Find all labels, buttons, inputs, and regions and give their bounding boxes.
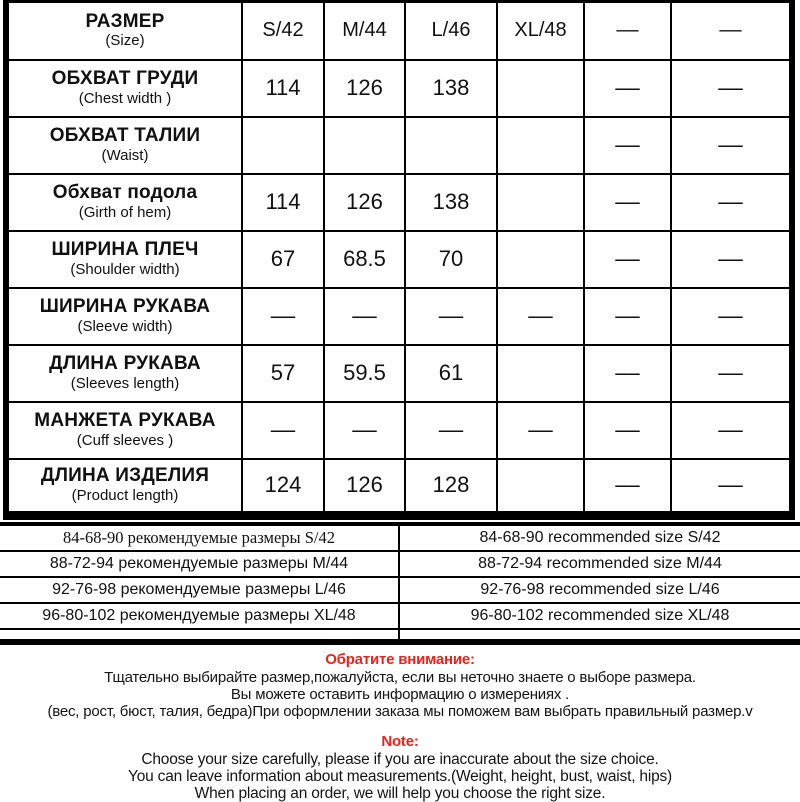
row-header-cell [6,288,242,345]
size-value-cell: –– [671,402,792,459]
row-header-cell [6,60,242,117]
recommended-size-row [0,524,800,551]
row-label-en: (Product length) [71,486,179,504]
recommended-size-en: 92-76-98 recommended size L/46 [399,577,800,603]
size-value-cell [497,459,584,516]
size-value-cell: XL/48 [497,2,584,60]
size-value-cell [497,231,584,288]
row-header-cell [6,459,242,516]
size-value-cell [497,345,584,402]
size-value-cell: –– [324,288,405,345]
size-value-cell: 138 [405,174,497,231]
note-heading-ru: Обратите внимание: [325,651,475,668]
size-value-cell: 114 [242,60,324,117]
row-header-cell [6,174,242,231]
note-line-en: Choose your size carefully, please if you are inaccurate about the size choice. [141,751,659,768]
row-header-cell [6,402,242,459]
size-value-cell: –– [242,402,324,459]
size-value-cell: L/46 [405,2,497,60]
size-value-cell: –– [584,231,671,288]
note-line-ru: (вес, рост, бюст, талия, бедра)При оформлении заказа мы поможем вам выбрать правильный размер.v [47,703,753,720]
size-value-cell: –– [584,2,671,60]
size-chart-table [3,0,795,520]
recommended-size-row [0,577,800,603]
size-value-cell: 126 [324,459,405,516]
size-value-cell: 61 [405,345,497,402]
size-value-cell [242,117,324,174]
size-row-header [6,2,792,60]
row-label-ru: РАЗМЕР [85,10,165,32]
size-value-cell: M/44 [324,2,405,60]
recommended-size-empty-row [0,629,800,642]
recommended-size-ru: 96-80-102 рекомендуемые размеры XL/48 [0,603,399,629]
size-value-cell: S/42 [242,2,324,60]
size-row-product-length [6,459,792,516]
row-label-ru: ОБХВАТ ГРУДИ [51,67,199,89]
size-row-sleeve-length [6,345,792,402]
recommended-sizes-table [0,522,800,645]
size-value-cell: –– [324,402,405,459]
note-line-en: You can leave information about measurements.(Weight, height, bust, waist, hips) [127,768,673,785]
size-value-cell: 128 [405,459,497,516]
size-value-cell: 57 [242,345,324,402]
note-line-ru: Тщательно выбирайте размер,пожалуйста, если вы неточно знаете о выборе размера. [104,669,696,686]
row-label-ru: ДЛИНА РУКАВА [49,352,201,374]
spacer [0,720,800,732]
row-label-ru: Обхват подола [52,181,198,203]
size-value-cell [324,117,405,174]
recommended-size-ru: 84-68-90 рекомендуемые размеры S/42 [0,524,399,551]
size-value-cell: 68.5 [324,231,405,288]
size-value-cell: –– [584,60,671,117]
row-label-en: (Size) [105,32,145,50]
row-header-cell [6,345,242,402]
row-label-en: (Girth of hem) [78,203,172,221]
recommended-size-ru: 88-72-94 рекомендуемые размеры M/44 [0,551,399,577]
size-value-cell: 124 [242,459,324,516]
size-row-hem [6,174,792,231]
row-label-ru: МАНЖЕТА РУКАВА [34,409,216,431]
size-row-shoulder [6,231,792,288]
size-value-cell [405,117,497,174]
recommended-size-row [0,603,800,629]
row-label-en: (Chest width ) [78,89,172,107]
size-value-cell: –– [671,174,792,231]
size-value-cell: 70 [405,231,497,288]
size-value-cell: –– [584,459,671,516]
size-value-cell: –– [671,288,792,345]
size-row-sleeve-width [6,288,792,345]
size-value-cell: –– [497,288,584,345]
empty-cell [0,629,399,642]
size-value-cell: 126 [324,174,405,231]
size-row-waist [6,117,792,174]
size-value-cell: –– [242,288,324,345]
size-value-cell: –– [405,402,497,459]
row-label-ru: ОБХВАТ ТАЛИИ [49,124,201,146]
size-value-cell: –– [584,288,671,345]
size-value-cell: –– [584,174,671,231]
size-value-cell: 138 [405,60,497,117]
size-value-cell: –– [671,2,792,60]
empty-cell [399,629,800,642]
size-value-cell: 126 [324,60,405,117]
notes-section [0,650,800,802]
recommended-size-en: 84-68-90 recommended size S/42 [399,524,800,551]
size-value-cell: 114 [242,174,324,231]
size-value-cell: –– [671,231,792,288]
size-row-chest [6,60,792,117]
size-value-cell: –– [584,345,671,402]
size-value-cell [497,117,584,174]
recommended-size-en: 96-80-102 recommended size XL/48 [399,603,800,629]
row-header-cell [6,117,242,174]
note-line-ru: Вы можете оставить информацию о измерениях . [230,686,570,703]
note-heading-en: Note: [381,733,419,750]
size-value-cell: –– [671,345,792,402]
row-label-en: (Sleeves length) [70,374,180,392]
row-label-en: (Waist) [101,146,149,164]
size-value-cell: –– [671,459,792,516]
size-row-cuff [6,402,792,459]
row-label-ru: ДЛИНА ИЗДЕЛИЯ [40,465,210,487]
row-label-en: (Sleeve width) [77,317,173,335]
recommended-size-row [0,551,800,577]
size-value-cell: 59.5 [324,345,405,402]
row-label-en: (Cuff sleeves ) [76,431,174,449]
size-value-cell: 67 [242,231,324,288]
row-label-en: (Shoulder width) [70,260,180,278]
size-value-cell: –– [584,402,671,459]
size-value-cell: –– [671,60,792,117]
recommended-size-en: 88-72-94 recommended size M/44 [399,551,800,577]
size-value-cell [497,174,584,231]
row-label-ru: ШИРИНА РУКАВА [39,295,211,317]
row-label-ru: ШИРИНА ПЛЕЧ [51,238,199,260]
recommended-size-ru: 92-76-98 рекомендуемые размеры L/46 [0,577,399,603]
note-line-en: When placing an order, we will help you choose the right size. [194,785,606,802]
size-value-cell [497,60,584,117]
size-value-cell: –– [671,117,792,174]
size-value-cell: –– [497,402,584,459]
size-value-cell: –– [405,288,497,345]
row-header-cell [6,231,242,288]
size-value-cell: –– [584,117,671,174]
row-header-cell [6,2,242,60]
